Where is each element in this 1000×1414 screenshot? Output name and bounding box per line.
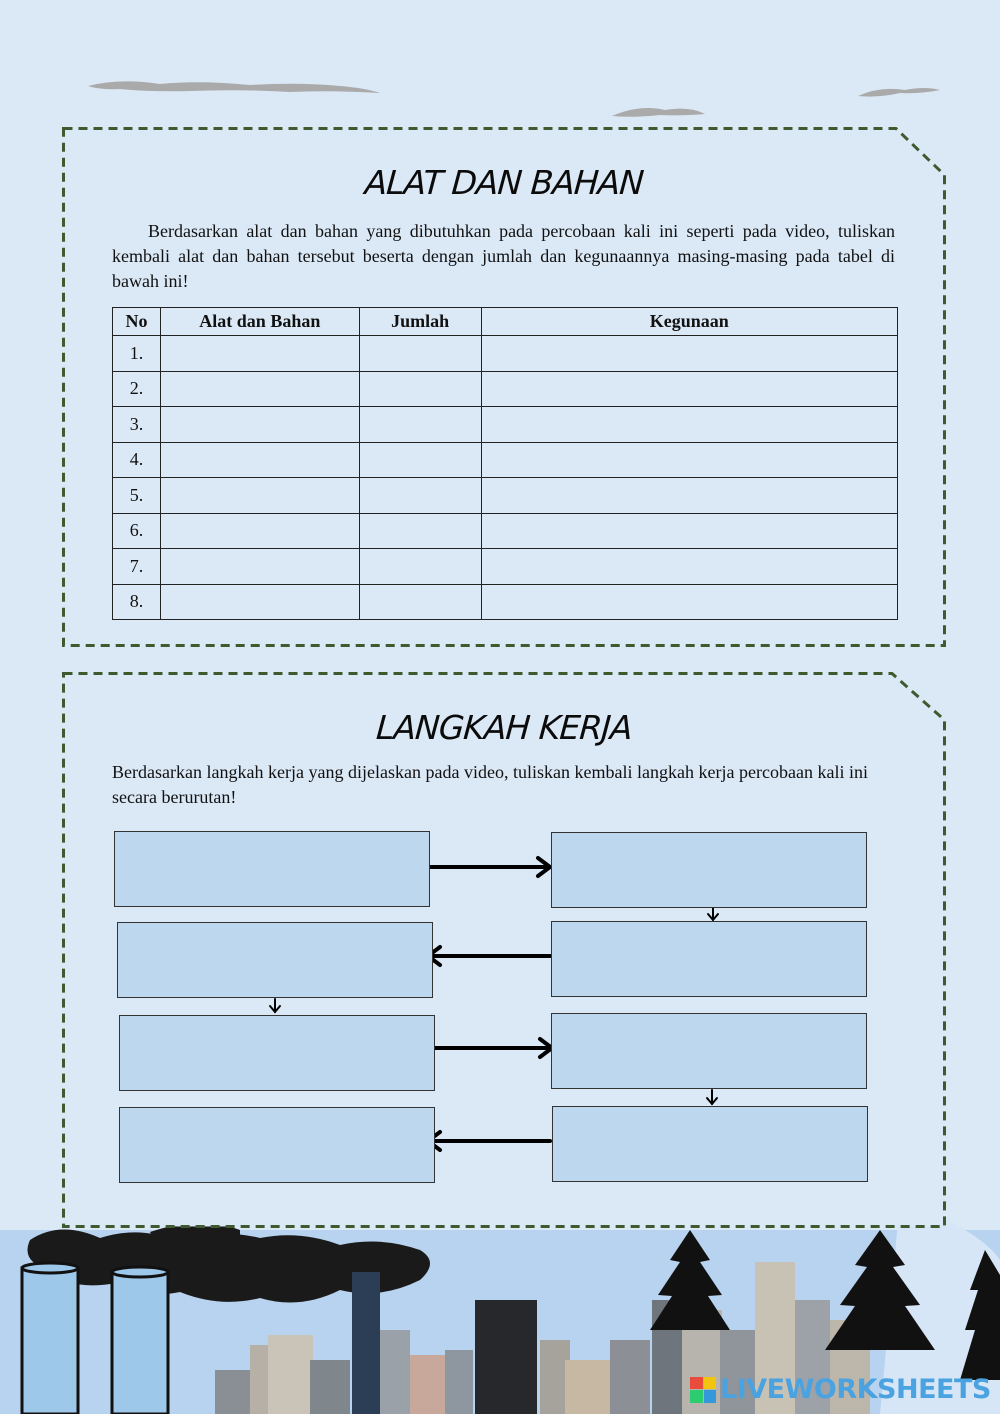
liveworksheets-logo	[690, 1374, 991, 1405]
table-row	[113, 513, 898, 549]
step-box-6[interactable]	[551, 1013, 867, 1089]
row-number: 4.	[113, 442, 161, 478]
quantity-cell[interactable]	[359, 584, 481, 620]
cloud-decoration	[88, 81, 380, 93]
table-row	[113, 371, 898, 407]
materials-cell[interactable]	[160, 442, 359, 478]
materials-cell[interactable]	[160, 549, 359, 585]
cloud-decoration	[612, 108, 705, 117]
step-box-1[interactable]	[114, 831, 430, 907]
table-row	[113, 478, 898, 514]
row-number: 7.	[113, 549, 161, 585]
table-row	[113, 584, 898, 620]
header-usage: Kegunaan	[481, 308, 897, 336]
materials-cell[interactable]	[160, 584, 359, 620]
materials-cell[interactable]	[160, 336, 359, 372]
arrow-left-icon	[428, 947, 550, 965]
steps-section	[62, 672, 946, 1228]
usage-cell[interactable]	[481, 478, 897, 514]
materials-cell[interactable]	[160, 478, 359, 514]
table-row	[113, 549, 898, 585]
step-box-4[interactable]	[117, 922, 433, 998]
arrow-right-icon	[430, 858, 550, 876]
arrow-down-icon	[707, 1090, 717, 1104]
section-title: ALAT DAN BAHAN	[363, 163, 645, 202]
step-box-8[interactable]	[119, 1107, 435, 1183]
section-instruction: Berdasarkan alat dan bahan yang dibutuhkan pada percobaan kali ini seperti pada video, tuliskan kembali alat dan bahan tersebut beserta dengan jumlah dan kegunaannya masing-masing pada tabel di bawah ini!	[112, 221, 895, 291]
section-title: LANGKAH KERJA	[374, 708, 634, 747]
table-row	[113, 407, 898, 443]
materials-cell[interactable]	[160, 513, 359, 549]
row-number: 2.	[113, 371, 161, 407]
quantity-cell[interactable]	[359, 549, 481, 585]
quantity-cell[interactable]	[359, 478, 481, 514]
arrow-left-icon	[428, 1132, 550, 1150]
arrow-right-icon	[435, 1039, 552, 1057]
row-number: 5.	[113, 478, 161, 514]
step-box-7[interactable]	[552, 1106, 868, 1182]
step-box-2[interactable]	[551, 832, 867, 908]
usage-cell[interactable]	[481, 371, 897, 407]
row-number: 3.	[113, 407, 161, 443]
materials-cell[interactable]	[160, 407, 359, 443]
header-materials: Alat dan Bahan	[160, 308, 359, 336]
usage-cell[interactable]	[481, 584, 897, 620]
materials-cell[interactable]	[160, 371, 359, 407]
usage-cell[interactable]	[481, 336, 897, 372]
table-header-row	[113, 308, 898, 336]
liveworksheets-logo-icon	[690, 1377, 716, 1403]
usage-cell[interactable]	[481, 549, 897, 585]
header-no: No	[113, 308, 161, 336]
arrow-down-icon	[270, 999, 280, 1012]
table-row	[113, 336, 898, 372]
cloud-decoration	[858, 88, 940, 97]
usage-cell[interactable]	[481, 513, 897, 549]
quantity-cell[interactable]	[359, 407, 481, 443]
quantity-cell[interactable]	[359, 336, 481, 372]
row-number: 6.	[113, 513, 161, 549]
usage-cell[interactable]	[481, 442, 897, 478]
step-box-3[interactable]	[551, 921, 867, 997]
usage-cell[interactable]	[481, 407, 897, 443]
logo-text: LIVEWORKSHEETS	[720, 1374, 991, 1405]
materials-section	[62, 127, 946, 647]
quantity-cell[interactable]	[359, 442, 481, 478]
step-box-5[interactable]	[119, 1015, 435, 1091]
materials-table	[112, 307, 898, 620]
table-row	[113, 442, 898, 478]
row-number: 8.	[113, 584, 161, 620]
section-instruction: Berdasarkan langkah kerja yang dijelaskan pada video, tuliskan kembali langkah kerja percobaan kali ini secara berurutan!	[112, 762, 868, 807]
arrow-down-icon	[708, 908, 718, 920]
quantity-cell[interactable]	[359, 513, 481, 549]
header-quantity: Jumlah	[359, 308, 481, 336]
row-number: 1.	[113, 336, 161, 372]
quantity-cell[interactable]	[359, 371, 481, 407]
